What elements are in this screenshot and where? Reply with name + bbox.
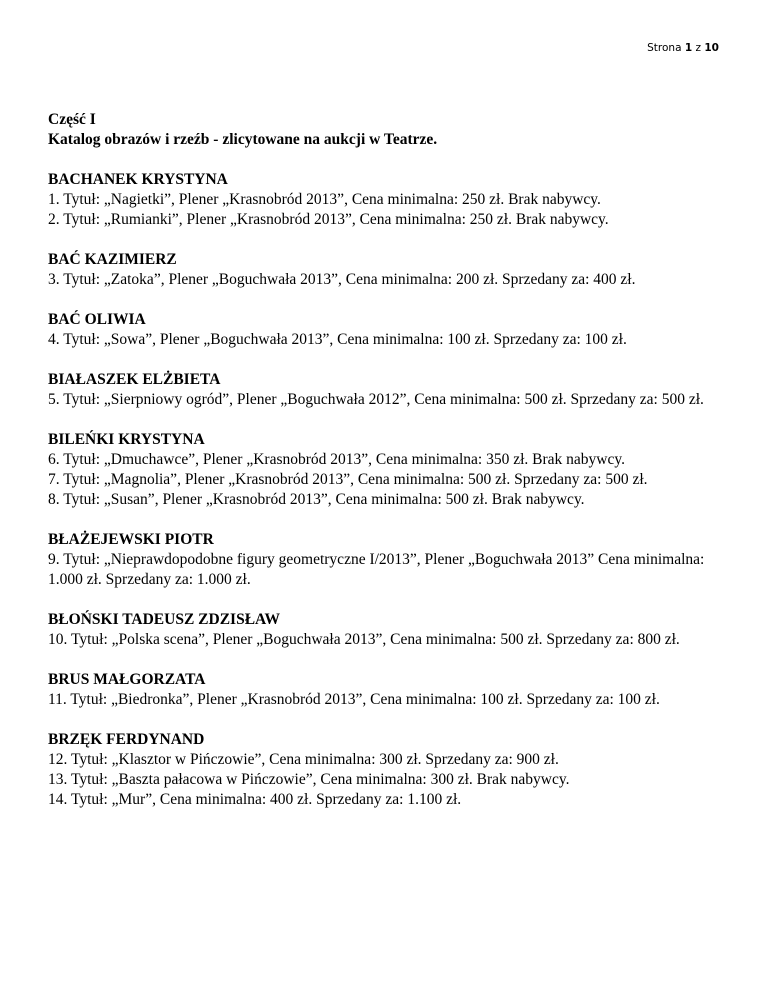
artist-section — [48, 370, 738, 410]
artwork-entry: 4. Tytuł: „Sowa”, Plener „Boguchwała 2013”, Cena minimalna: 100 zł. Sprzedany za: 100 zł. — [48, 331, 627, 348]
artist-name: BACHANEK KRYSTYNA — [48, 171, 228, 188]
artist-name: BAĆ OLIWIA — [48, 311, 146, 328]
artwork-entry: 5. Tytuł: „Sierpniowy ogród”, Plener „Boguchwała 2012”, Cena minimalna: 500 zł. Sprzedany za: 500 zł. — [48, 391, 704, 408]
artwork-entry: 7. Tytuł: „Magnolia”, Plener „Krasnobród 2013”, Cena minimalna: 500 zł. Sprzedany za: 500 zł. — [48, 471, 648, 488]
artist-name: BŁOŃSKI TADEUSZ ZDZISŁAW — [48, 611, 281, 628]
artist-name: BŁAŻEJEWSKI PIOTR — [48, 531, 214, 548]
section-title: Część I — [48, 111, 96, 128]
page-separator: z — [695, 42, 702, 54]
artwork-entry: 9. Tytuł: „Nieprawdopodobne figury geometryczne I/2013”, Plener „Boguchwała 2013” Cena minimalna: 1.000 zł. Sprzedany za: 1.000 zł. — [48, 551, 705, 588]
catalog-title: Katalog obrazów i rzeźb - zlicytowane na aukcji w Teatrze. — [48, 131, 438, 148]
artwork-entry: 1. Tytuł: „Nagietki”, Plener „Krasnobród 2013”, Cena minimalna: 250 zł. Brak nabywcy. — [48, 191, 601, 208]
artwork-entry: 11. Tytuł: „Biedronka”, Plener „Krasnobród 2013”, Cena minimalna: 100 zł. Sprzedany za: 100 zł. — [48, 691, 660, 708]
catalog-intro — [48, 110, 738, 150]
artist-section — [48, 530, 738, 590]
artist-section — [48, 610, 738, 650]
artist-name: BAĆ KAZIMIERZ — [48, 251, 177, 268]
artwork-entry: 12. Tytuł: „Klasztor w Pińczowie”, Cena minimalna: 300 zł. Sprzedany za: 900 zł. — [48, 751, 559, 768]
page-label: Strona — [647, 42, 682, 54]
artist-section — [48, 310, 738, 350]
artist-section — [48, 730, 738, 810]
catalog-content — [48, 110, 738, 830]
total-pages: 10 — [704, 42, 719, 54]
artwork-entry: 8. Tytuł: „Susan”, Plener „Krasnobród 2013”, Cena minimalna: 500 zł. Brak nabywcy. — [48, 491, 585, 508]
artwork-entry: 13. Tytuł: „Baszta pałacowa w Pińczowie”, Cena minimalna: 300 zł. Brak nabywcy. — [48, 771, 570, 788]
artwork-entry: 6. Tytuł: „Dmuchawce”, Plener „Krasnobród 2013”, Cena minimalna: 350 zł. Brak nabywcy. — [48, 451, 625, 468]
artist-section — [48, 670, 738, 710]
artwork-entry: 10. Tytuł: „Polska scena”, Plener „Boguchwała 2013”, Cena minimalna: 500 zł. Sprzedany za: 800 zł. — [48, 631, 680, 648]
artist-name: BIAŁASZEK ELŻBIETA — [48, 371, 221, 388]
artist-section — [48, 170, 738, 230]
page-number-header — [647, 41, 719, 55]
artist-name: BRUS MAŁGORZATA — [48, 671, 206, 688]
artwork-entry: 2. Tytuł: „Rumianki”, Plener „Krasnobród 2013”, Cena minimalna: 250 zł. Brak nabywcy. — [48, 211, 609, 228]
artist-section — [48, 430, 738, 510]
artwork-entry: 14. Tytuł: „Mur”, Cena minimalna: 400 zł. Sprzedany za: 1.100 zł. — [48, 791, 462, 808]
artwork-entry: 3. Tytuł: „Zatoka”, Plener „Boguchwała 2013”, Cena minimalna: 200 zł. Sprzedany za: 400 zł. — [48, 271, 636, 288]
artist-name: BRZĘK FERDYNAND — [48, 731, 205, 748]
artist-list — [48, 170, 738, 810]
artist-section — [48, 250, 738, 290]
current-page: 1 — [684, 42, 693, 54]
artist-name: BILEŃKI KRYSTYNA — [48, 431, 205, 448]
